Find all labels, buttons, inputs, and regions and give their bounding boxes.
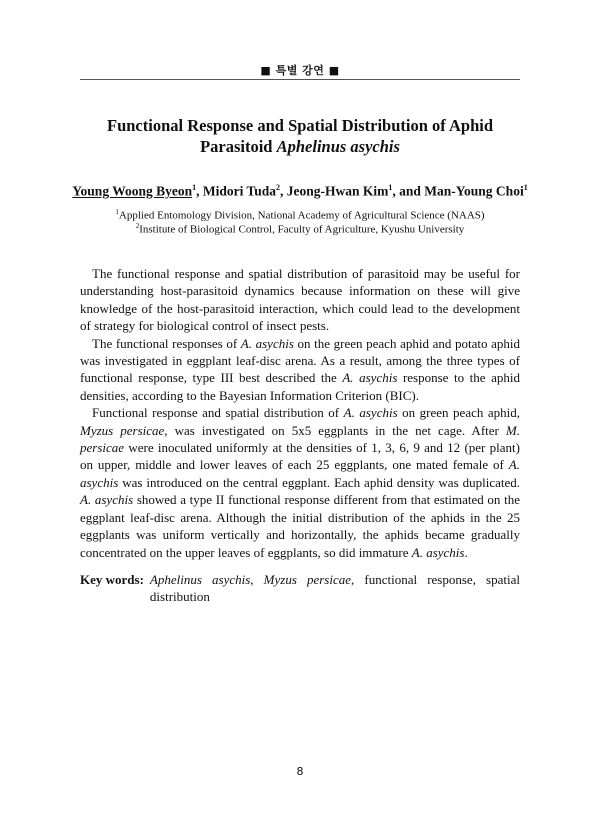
title-prefix: Parasitoid — [200, 137, 277, 156]
keywords-label: Key words: — [80, 572, 144, 587]
author-separator: , — [196, 183, 203, 199]
species-name: A. asychis — [80, 492, 134, 508]
text-run: were inoculated uniformly at the densities of 1, 3, 6, 9 and 12 (per plant) on upper, middle and lower leaves of each 25 eggplants, one mated female of — [80, 440, 520, 473]
affiliation-marker-2: 2 — [135, 222, 140, 230]
species-name: A. asychis — [411, 544, 465, 560]
author-separator: , — [280, 183, 287, 199]
affiliation-1 — [40, 208, 560, 222]
species-name: A. asychis — [342, 370, 398, 386]
species-name: A. asychis — [80, 457, 520, 490]
text-run: on green peach aphid, — [397, 405, 521, 421]
text-run: showed a type II functional response different from that estimated on the eggplant leaf-disc arena. Although the initial distribution of the aphids in the 25 eggplants was uniform vertically and horizontally, the aphids became gradually concentrated on the upper leaves of eggplants, so did immature — [80, 492, 520, 560]
title-line-2 — [60, 136, 540, 157]
keyword-species-1: Aphelinus asychis — [149, 572, 251, 587]
species-name: A. asychis — [240, 335, 294, 351]
section-header-tag: ■ 특별 강연 ■ — [260, 64, 340, 77]
author-affil-2: 2 — [276, 183, 280, 192]
keywords-block — [80, 571, 520, 606]
species-name: A. asychis — [343, 405, 398, 421]
species-name: Myzus persicae — [80, 422, 165, 438]
text-run: , was investigated on 5x5 eggplants in the net cage. After — [164, 422, 506, 438]
author-list — [40, 183, 560, 200]
affiliation-marker-1: 1 — [115, 208, 119, 216]
text-run: Functional response and spatial distribution of — [92, 405, 344, 421]
affiliation-2 — [40, 222, 560, 236]
author-affil-1: 1 — [192, 183, 197, 192]
text-run: The functional responses of — [92, 335, 241, 351]
keywords-text — [150, 571, 520, 606]
page-number: 8 — [296, 765, 304, 778]
text-run: response to the aphid densities, according to the Bayesian Information Criterion (BIC). — [80, 370, 520, 403]
affiliation-text-1: Applied Entomology Division, National Academy of Agricultural Science (NAAS) — [118, 209, 485, 222]
header-rule — [80, 79, 520, 80]
title-line-1: Functional Response and Spatial Distribution of Aphid — [106, 116, 494, 135]
author-affil-3: 1 — [388, 183, 393, 192]
keyword-species-2: Myzus persicae — [263, 572, 352, 587]
author-name-1: Young Woong Byeon — [72, 183, 193, 199]
keyword-separator: , — [250, 572, 264, 587]
species-name: M. persicae — [80, 422, 520, 456]
author-name-3: Jeong-Hwan Kim — [286, 183, 389, 199]
text-run: was introduced on the central eggplant. Each aphid density was duplicated. — [118, 474, 520, 490]
author-name-2: Midori Tuda — [202, 183, 276, 199]
author-name-4: Man-Young Choi — [424, 183, 524, 199]
text-run: on the green peach aphid and potato aphid was investigated in eggplant leaf-disc arena. As a result, among the three types of functional response, type III best described the — [80, 335, 520, 386]
abstract-paragraph-1: The functional response and spatial distribution of parasitoid may be useful for understanding host-parasitoid dynamics because information on these will give knowledge of the host-parasitoid interaction, which could lead to the development of strategy for biological control of insect pests. — [80, 266, 520, 334]
text-run: . — [464, 544, 468, 560]
keyword-rest: , functional response, spatial distribution — [149, 572, 520, 605]
abstract-body — [80, 265, 520, 561]
author-separator: , and — [392, 183, 425, 199]
abstract-paragraph-2 — [80, 335, 520, 405]
title-species: Aphelinus asychis — [276, 137, 400, 156]
paper-title — [60, 115, 540, 157]
author-affil-4: 1 — [523, 183, 528, 192]
abstract-paragraph-3 — [80, 404, 520, 561]
affiliation-text-2: Institute of Biological Control, Faculty of Agriculture, Kyushu University — [139, 223, 465, 236]
